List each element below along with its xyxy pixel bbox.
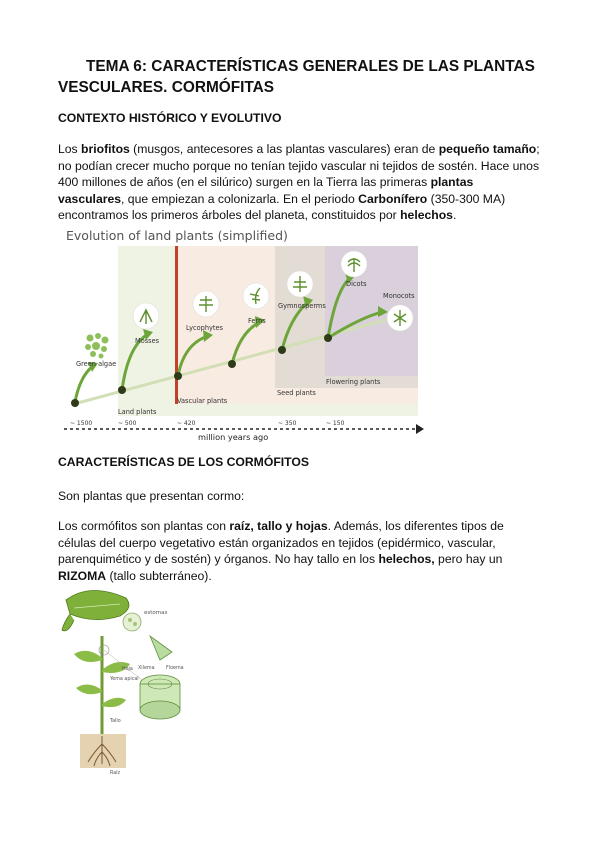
label-flowering-plants: Flowering plants [326,378,381,386]
label-ferns: Ferns [248,317,266,325]
tick-label: ~ 500 [118,420,137,427]
paragraph-cormophytes [58,518,542,584]
stomata-icon [123,613,141,631]
label-xilema: Xilema [138,666,155,671]
arrow-green-algae [75,366,93,402]
text-run: , que empiezan a colonizarla. En el periodo [121,191,359,206]
leaf-curl [62,614,74,631]
bold-term: briofitos [81,142,130,156]
tick-label: ~ 150 [326,420,345,427]
label-estomas: estomas [144,610,168,616]
text-run: Los cormófitos son plantas con [58,519,230,533]
text-run: (tallo subterráneo). [106,568,212,583]
leaf-left-lower [76,684,102,694]
text-run: ; no podían crecer mucho porque no tenían tejido vascular ni tejidos de sostén. Hace unos 400 millones de años (en el silúrico) surgen en la Tierra las primeras [58,142,540,190]
label-hoja: Hoja [122,667,133,672]
band-vascular-edge [175,246,178,404]
tick-label: ~ 1500 [70,420,93,427]
bold-term: pequeño tamaño [438,142,537,156]
evolution-title: Evolution of land plants (simplified) [66,228,288,243]
text-run: Los [58,142,82,156]
text-run: pero hay un [434,552,503,567]
node-dot [174,372,182,380]
node-dot [324,334,332,342]
label-vascular-plants: Vascular plants [177,397,228,405]
label-lycophytes: Lycophytes [186,324,223,332]
stoma-dot [133,622,137,626]
axis-arrowhead [416,424,424,434]
axis-label: million years ago [198,432,269,442]
node-dot [118,386,126,394]
label-raiz: Raíz [110,771,121,776]
text-run: . [452,208,457,223]
label-seed-plants: Seed plants [277,389,316,397]
bold-term: plantas vasculares [58,175,474,206]
label-green-algae: Green algae [76,360,117,368]
bold-term: RIZOMA [58,568,107,583]
plant-anatomy-figure [60,586,210,781]
axis-ticks [70,420,345,427]
label-monocots: Monocots [383,292,415,300]
section-heading-cormophytes: CARACTERÍSTICAS DE LOS CORMÓFITOS [58,455,309,469]
label-tallo: Tallo [110,719,121,724]
label-floema: Floema [166,666,184,671]
xylem-detail [150,636,172,660]
label-yema-apical: Yema apical [110,677,139,682]
page-title: TEMA 6: CARACTERÍSTICAS GENERALES DE LAS PLANTAS VESCULARES. CORMÓFITAS [58,58,535,96]
text-run: (350-300 MA) encontramos los primeros árboles del planeta, constituidos por [58,191,506,223]
node-dot [228,360,236,368]
label-dicots: Dicots [346,280,367,288]
stem-cross-section [140,675,180,719]
stoma-dot [128,618,132,622]
bold-term: raíz, tallo y hojas [229,519,328,533]
bold-term: helechos, [378,552,435,567]
text-run: (musgos, antecesores a las plantas vasculares) eran de [129,142,439,156]
paragraph-context [58,141,542,224]
label-mosses: Mosses [135,337,160,345]
bold-term: helechos [400,208,453,223]
leaf-right-lower [102,698,126,707]
text-run: . Además, los diferentes tipos de células del cuerpo vegetativo están organizados en tejidos (epidérmico, vascular, parenquimético y de sostén) y órganos. No hay tallo en los [58,519,504,567]
evolution-figure [60,226,432,446]
paragraph-cormo-intro: Son plantas que presentan cormo: [58,489,245,503]
plant-anatomy-diagram [60,586,210,781]
tick-label: ~ 420 [177,420,196,427]
soil [80,734,126,768]
label-land-plants: Land plants [118,408,157,416]
node-dot [71,399,79,407]
evolution-diagram [60,226,432,446]
leaf-left [74,651,102,662]
node-dot [278,346,286,354]
green-algae-icon [85,333,109,359]
section-heading-context: CONTEXTO HISTÓRICO Y EVOLUTIVO [58,111,282,125]
bold-term: Carbonífero [358,191,428,206]
leaf-top [66,590,129,619]
label-gymnosperms: Gymnosperms [278,302,326,310]
tick-label: ~ 350 [278,420,297,427]
